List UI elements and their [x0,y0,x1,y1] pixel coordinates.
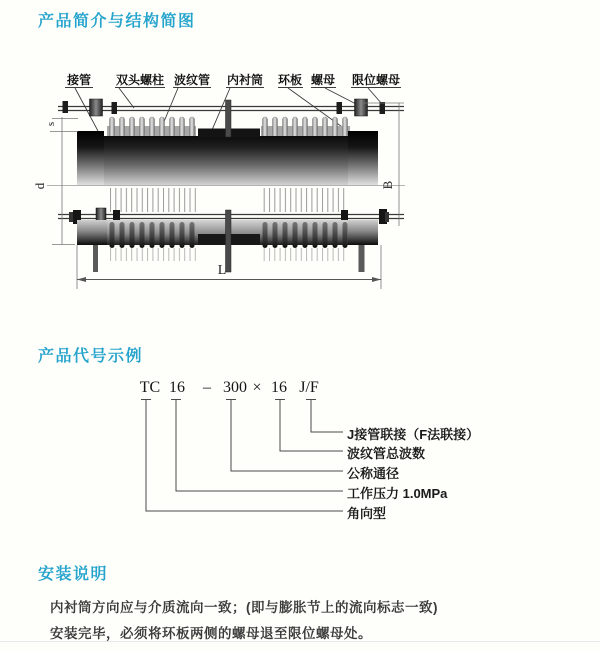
dim-label-L: L [217,263,227,278]
limit-nut-top-left [112,102,118,114]
label-double-end-stud: 双头螺柱 [115,73,165,87]
stud-bottom-right [359,245,365,272]
callout-working-pressure: 工作压力 1.0MPa [347,486,448,501]
installation-line-2: 安装完毕，必须将环板两侧的螺母退至限位螺母处。 [50,625,372,641]
nut-top-left-end [63,101,69,113]
label-ring-plate: 环板 [277,73,303,87]
part-labels [66,72,400,87]
label-nut: 螺母 [310,73,336,87]
dim-label-B: B [380,180,395,190]
connection-pipe-top-left [77,131,104,185]
stud-bottom-left [93,245,98,272]
section-heading-code-example: 产品代号示例 [38,348,144,365]
installation-instructions [50,595,550,646]
joint-body-top [77,100,378,185]
section-heading-install: 安装说明 [38,566,109,583]
liner-stud-top [226,100,232,137]
code-part-wave-count: 16 [271,379,287,396]
liner-stud-bottom [226,210,232,272]
connection-pipe-bottom-right [348,220,378,245]
code-part-diameter: 300 [223,379,247,396]
label-bellows: 波纹管 [173,73,211,87]
callout-connection-type: J接管联接（F法联接） [347,427,480,442]
connection-pipe-top-right [348,131,378,185]
expansion-joint-structure-diagram [30,60,450,310]
installation-line-1: 内衬筒方向应与介质流向一致；(即与膨胀节上的流向标志一致) [50,600,438,615]
callout-wave-count: 波纹管总波数 [347,446,426,461]
label-connection-pipe: 接管 [66,73,92,87]
code-part-times: × [252,379,262,396]
joint-body-bottom [77,210,378,272]
code-part-type: TC [139,379,161,396]
nut-top-left [90,99,103,116]
dim-label-s: s [45,121,57,127]
dim-arrow-right [372,277,381,282]
code-part-pressure: 16 [169,379,185,396]
code-part-dash: – [203,379,211,396]
callout-nominal-diameter: 公称通径 [347,466,400,481]
label-inner-liner: 内衬筒 [226,73,264,87]
nut-top-right-inner [337,102,343,114]
page-bottom-rule [0,641,600,642]
dim-label-d: d [32,182,47,190]
code-part-connection: J/F [299,379,319,396]
label-limit-nut: 限位螺母 [351,73,401,87]
dim-arrow-left [77,277,86,282]
limit-nut-top-right [380,102,386,114]
section-heading-intro: 产品简介与结构简图 [38,13,196,30]
nut-top-right [355,99,368,116]
callout-angular-type: 角向型 [347,506,387,521]
connection-pipe-bottom-left [77,220,107,245]
bellows-body-top [104,136,348,185]
